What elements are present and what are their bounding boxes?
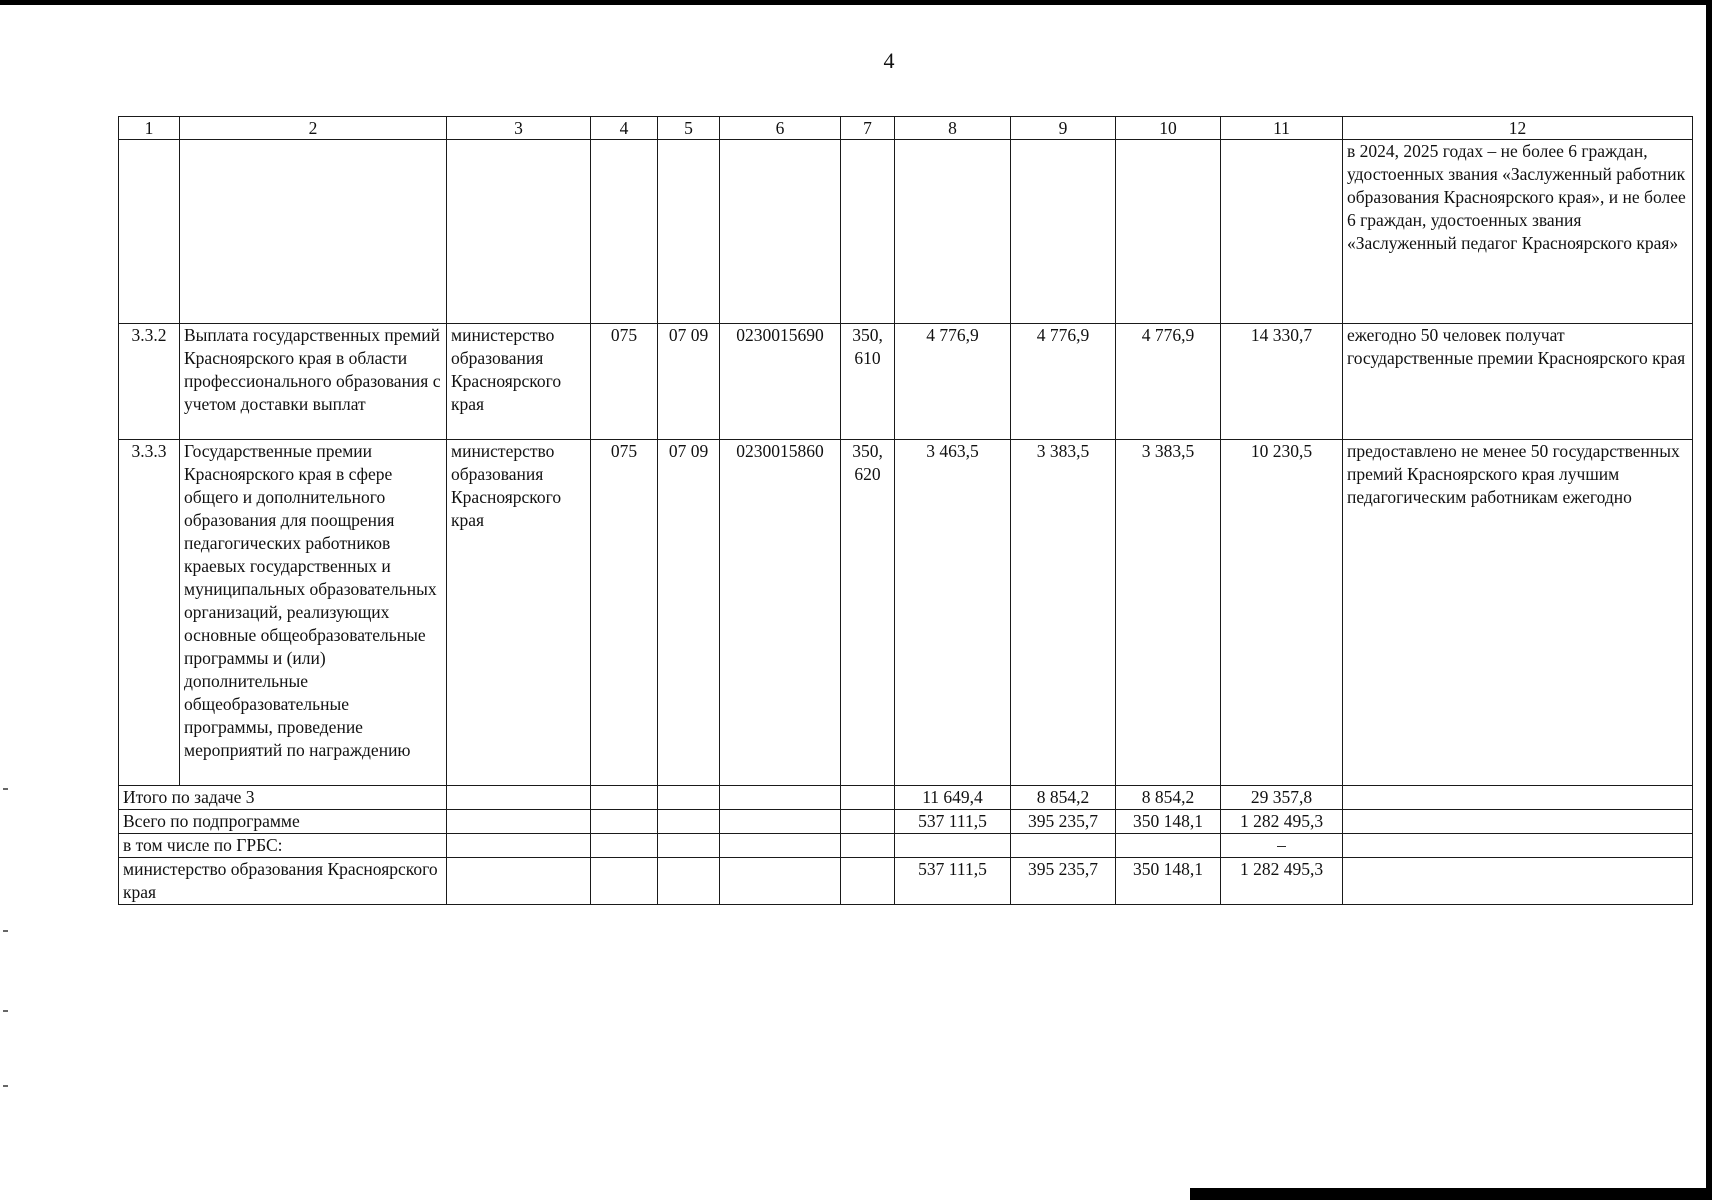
table-cell (895, 834, 1011, 858)
table-cell (720, 858, 841, 905)
column-header: 10 (1116, 117, 1221, 140)
table-cell (1221, 140, 1343, 324)
column-header: 11 (1221, 117, 1343, 140)
table-cell (447, 858, 591, 905)
table-cell (591, 140, 658, 324)
target-article-code: 0230015690 (720, 324, 841, 440)
table-cell (1343, 810, 1693, 834)
table-cell (447, 140, 591, 324)
column-header: 5 (658, 117, 720, 140)
table-cell (1343, 858, 1693, 905)
item-number: 3.3.3 (119, 440, 180, 786)
amount-year-3: 3 383,5 (1116, 440, 1221, 786)
responsible-agency: министерство образования Красноярского края (447, 440, 591, 786)
column-header: 8 (895, 117, 1011, 140)
expense-type-code: 350, 610 (841, 324, 895, 440)
amount-year-2: 395 235,7 (1011, 810, 1116, 834)
column-header: 3 (447, 117, 591, 140)
expected-result-cell: ежегодно 50 человек получат государственные премии Красноярского края (1343, 324, 1693, 440)
table-cell (1116, 140, 1221, 324)
amount-total: 10 230,5 (1221, 440, 1343, 786)
scan-border-top (0, 0, 1712, 5)
margin-mark (3, 788, 8, 790)
ministry-total-row (119, 858, 1693, 905)
amount-year-3: 4 776,9 (1116, 324, 1221, 440)
table-cell (447, 834, 591, 858)
column-header: 1 (119, 117, 180, 140)
column-number-row (119, 117, 1693, 140)
amount-year-3: 350 148,1 (1116, 810, 1221, 834)
page-number: 4 (883, 48, 895, 73)
table-row-3-3-2 (119, 324, 1693, 440)
table-cell (720, 834, 841, 858)
table-row-3-3-3 (119, 440, 1693, 786)
total-row-subprogram (119, 810, 1693, 834)
table-cell (895, 140, 1011, 324)
amount-year-3: 8 854,2 (1116, 786, 1221, 810)
table-cell (658, 834, 720, 858)
margin-mark (3, 1010, 8, 1012)
table-cell (841, 140, 895, 324)
table-cell (658, 858, 720, 905)
table-cell (1343, 786, 1693, 810)
amount-total: 14 330,7 (1221, 324, 1343, 440)
grbs-header-row (119, 834, 1693, 858)
table-cell (180, 140, 447, 324)
item-description: Государственные премии Красноярского края в сфере общего и дополнительного образования для поощрения педагогических работников краевых государственных и муниципальных образовательных организаций, реализующих основные общеобразовательные программы и (или) дополнительные общеобразовательные программы, проведение мероприятий по награждению (180, 440, 447, 786)
column-header: 4 (591, 117, 658, 140)
table-cell (591, 834, 658, 858)
expected-result-cell: в 2024, 2025 годах – не более 6 граждан, удостоенных звания «Заслуженный работник образования Красноярского края», и не более 6 граждан, удостоенных звания «Заслуженный педагог Красноярского края» (1343, 140, 1693, 324)
table-cell (720, 786, 841, 810)
expected-result-cell: предоставлено не менее 50 государственных премий Красноярского края лучшим педагогическим работникам ежегодно (1343, 440, 1693, 786)
table-cell (447, 786, 591, 810)
section-code: 07 09 (658, 440, 720, 786)
table-cell (1011, 834, 1116, 858)
amount-year-2: 4 776,9 (1011, 324, 1116, 440)
amount-total: 29 357,8 (1221, 786, 1343, 810)
margin-mark (3, 930, 8, 932)
amount-total: – (1221, 834, 1343, 858)
scan-border-bottom (1190, 1188, 1712, 1200)
total-label: в том числе по ГРБС: (119, 834, 447, 858)
total-label: министерство образования Красноярского края (119, 858, 447, 905)
margin-mark (3, 1085, 8, 1087)
total-label: Всего по подпрограмме (119, 810, 447, 834)
table-cell (841, 810, 895, 834)
table-cell (1116, 834, 1221, 858)
scan-border-right (1706, 0, 1712, 1200)
amount-year-1: 4 776,9 (895, 324, 1011, 440)
table-cell (658, 786, 720, 810)
amount-year-3: 350 148,1 (1116, 858, 1221, 905)
table-cell (591, 810, 658, 834)
table-cell (658, 810, 720, 834)
target-article-code: 0230015860 (720, 440, 841, 786)
amount-year-1: 11 649,4 (895, 786, 1011, 810)
amount-year-1: 3 463,5 (895, 440, 1011, 786)
amount-year-2: 395 235,7 (1011, 858, 1116, 905)
table-cell (658, 140, 720, 324)
amount-total: 1 282 495,3 (1221, 810, 1343, 834)
column-header: 7 (841, 117, 895, 140)
column-header: 12 (1343, 117, 1693, 140)
responsible-agency: министерство образования Красноярского края (447, 324, 591, 440)
total-label: Итого по задаче 3 (119, 786, 447, 810)
amount-year-2: 3 383,5 (1011, 440, 1116, 786)
item-description: Выплата государственных премий Красноярского края в области профессионального образования с учетом доставки выплат (180, 324, 447, 440)
item-number: 3.3.2 (119, 324, 180, 440)
column-header: 2 (180, 117, 447, 140)
table-cell (1343, 834, 1693, 858)
amount-year-2: 8 854,2 (1011, 786, 1116, 810)
table-cell (720, 140, 841, 324)
expense-type-code: 350, 620 (841, 440, 895, 786)
table-cell (119, 140, 180, 324)
table-cell (720, 810, 841, 834)
amount-total: 1 282 495,3 (1221, 858, 1343, 905)
table-cell (841, 834, 895, 858)
column-header: 6 (720, 117, 841, 140)
table-cell (841, 786, 895, 810)
amount-year-1: 537 111,5 (895, 810, 1011, 834)
table-cell (591, 786, 658, 810)
column-header: 9 (1011, 117, 1116, 140)
table-cell (591, 858, 658, 905)
section-code: 07 09 (658, 324, 720, 440)
amount-year-1: 537 111,5 (895, 858, 1011, 905)
table-cell (447, 810, 591, 834)
table-row-continued (119, 140, 1693, 324)
table-cell (1011, 140, 1116, 324)
total-row-task-3 (119, 786, 1693, 810)
table-cell (841, 858, 895, 905)
grbs-code: 075 (591, 324, 658, 440)
budget-table (118, 116, 1693, 905)
grbs-code: 075 (591, 440, 658, 786)
